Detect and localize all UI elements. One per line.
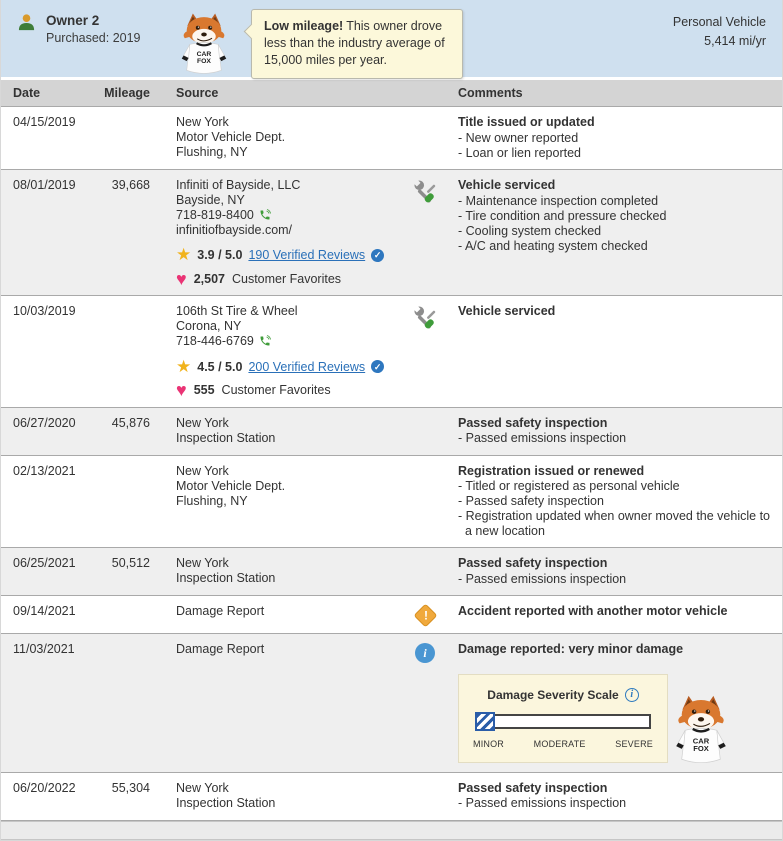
severity-bar [475, 714, 651, 729]
row-comments: Title issued or updated - New owner reported - Loan or lien reported [458, 115, 595, 160]
row-source: New York Inspection Station [176, 780, 276, 810]
col-header-date: Date [13, 86, 41, 100]
service-wrench-icon [413, 305, 438, 330]
svg-text:FOX: FOX [197, 57, 211, 65]
table-row [1, 547, 782, 595]
row-date: 08/01/2019 [13, 178, 76, 192]
miles-per-year: 5,414 mi/yr [704, 34, 766, 49]
severity-label-moderate: MODERATE [533, 739, 586, 749]
col-header-source: Source [176, 86, 219, 100]
damage-severity-scale: Damage Severity Scale i MINOR MODERATE SEVERE [458, 674, 668, 763]
row-comments: Damage reported: very minor damage Damage Severity Scale i MINOR MODERATE SEVERE CAR FOX [458, 642, 770, 763]
accident-alert-icon: ! [413, 603, 437, 627]
phone-number: 718-446-6769 [176, 334, 254, 348]
svg-text:FOX: FOX [693, 743, 709, 753]
website-link[interactable]: infinitiofbayside.com/ [176, 222, 293, 237]
low-mileage-callout [251, 9, 463, 79]
row-source: 106th St Tire & Wheel Corona, NY 718-446-6769 ★ 4.5 / 5.0 200 Verified Reviews ✓ ♥ 555 Customer Favorites [176, 304, 413, 398]
row-source: New York Motor Vehicle Dept. Flushing, NY [176, 463, 286, 508]
row-date: 11/03/2021 [13, 642, 75, 656]
phone-number: 718-819-8400 [176, 208, 254, 222]
svg-text:CAR: CAR [196, 51, 212, 59]
row-mileage: 45,876 [111, 415, 150, 430]
carfax-fox-mascot [670, 685, 732, 772]
row-date: 10/03/2019 [13, 304, 76, 318]
heart-icon: ♥ [176, 380, 187, 401]
row-comments: Passed safety inspection - Passed emissions inspection [458, 780, 627, 810]
svg-text:CAR: CAR [692, 735, 710, 745]
row-source: New York Inspection Station [176, 415, 276, 445]
owner-label: Owner 2 [46, 13, 100, 28]
row-comments: Passed safety inspection - Passed emissions inspection [458, 415, 627, 445]
row-mileage: 50,512 [111, 556, 150, 570]
row-mileage: 55,304 [111, 780, 150, 795]
table-row [1, 106, 782, 169]
table-row [1, 772, 782, 821]
table-row [1, 595, 782, 633]
dealer-rating: ★ 4.5 / 5.0 200 Verified Reviews ✓ [176, 360, 413, 375]
row-source: New York Inspection Station [176, 556, 276, 585]
heart-icon: ♥ [176, 268, 187, 289]
star-icon: ★ [176, 356, 192, 376]
row-date: 02/13/2021 [13, 463, 76, 478]
row-mileage: 39,668 [111, 178, 150, 192]
carfax-fox-mascot [165, 11, 243, 79]
verified-badge-icon: ✓ [371, 360, 384, 373]
row-date: 06/27/2020 [13, 415, 76, 430]
verified-reviews-link[interactable]: 190 Verified Reviews [248, 248, 366, 262]
severity-info-icon[interactable]: i [625, 688, 639, 702]
row-comments: Registration issued or renewed - Titled or registered as personal vehicle - Passed safety inspection - Registration updated when owner moved the vehicle to a new location [458, 463, 770, 538]
row-source: Damage Report [176, 642, 265, 656]
service-wrench-icon [413, 179, 438, 204]
row-date: 04/15/2019 [13, 115, 76, 129]
owner-purchased: Purchased: 2019 [46, 31, 141, 45]
col-header-comments: Comments [458, 86, 523, 100]
row-comments: Passed safety inspection - Passed emissions inspection [458, 556, 627, 586]
phone-icon[interactable] [259, 335, 271, 347]
row-date: 06/20/2022 [13, 780, 76, 795]
row-date: 06/25/2021 [13, 556, 76, 570]
table-row [1, 633, 782, 772]
severity-label-severe: SEVERE [615, 739, 653, 749]
row-source: Damage Report [176, 604, 265, 618]
customer-favorites: ♥ 2,507 Customer Favorites [176, 268, 342, 289]
footer-strip [1, 821, 782, 840]
callout-text: This owner drove less than the industry average of 15,000 miles per year. [264, 19, 445, 67]
table-row [1, 169, 782, 295]
info-icon: i [415, 643, 435, 663]
row-date: 09/14/2021 [13, 604, 76, 618]
row-comments: Accident reported with another motor vehicle [458, 604, 728, 618]
star-icon: ★ [176, 245, 192, 265]
table-row [1, 455, 782, 548]
owner-header [1, 0, 782, 77]
owner-block [17, 9, 165, 45]
verified-reviews-link[interactable]: 200 Verified Reviews [248, 359, 366, 374]
vehicle-type: Personal Vehicle [672, 15, 766, 29]
table-row [1, 295, 782, 407]
customer-favorites: ♥ 555 Customer Favorites [176, 380, 331, 401]
col-header-mileage: Mileage [104, 86, 150, 100]
table-header [1, 80, 782, 106]
verified-badge-icon: ✓ [371, 249, 384, 262]
callout-bold: Low mileage! [264, 19, 344, 33]
table-row [1, 407, 782, 455]
row-source: New York Motor Vehicle Dept. Flushing, NY [176, 115, 286, 159]
row-source: Infiniti of Bayside, LLC Bayside, NY 718-819-8400 infinitiofbayside.com/ ★ 3.9 / 5.0 190 Verified Reviews ✓ ♥ 2,507 Customer Favorites [176, 178, 413, 286]
severity-label-minor: MINOR [473, 739, 504, 749]
severity-bar-minor-fill [475, 712, 495, 731]
vehicle-usage-summary [673, 9, 766, 52]
dealer-rating: ★ 3.9 / 5.0 190 Verified Reviews ✓ [176, 248, 413, 263]
phone-icon[interactable] [259, 209, 271, 221]
row-comments: Vehicle serviced - Maintenance inspection completed - Tire condition and pressure checked - Cooling system checked - A/C and heating system checked [458, 178, 667, 253]
owner-person-icon [17, 13, 36, 32]
row-comments: Vehicle serviced [458, 304, 556, 318]
